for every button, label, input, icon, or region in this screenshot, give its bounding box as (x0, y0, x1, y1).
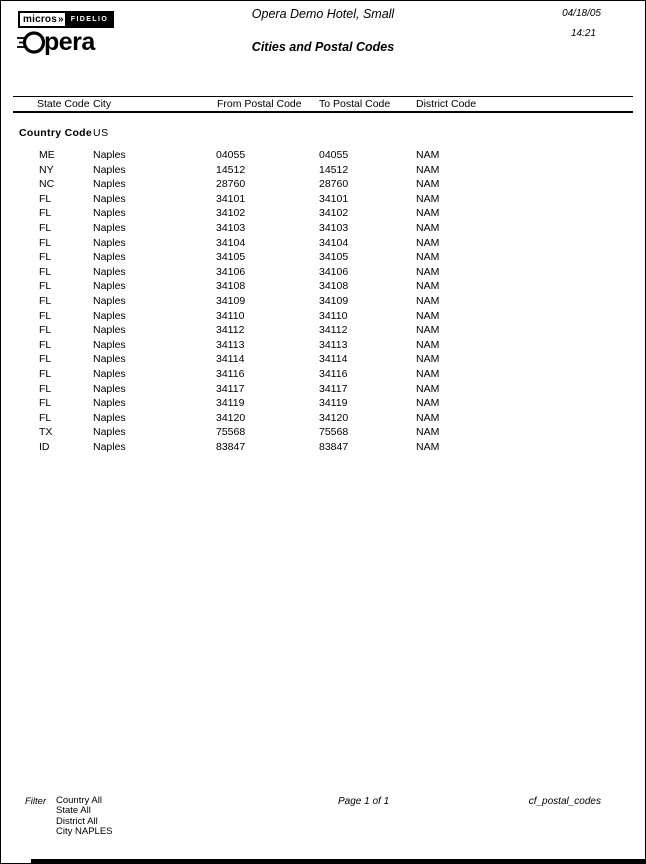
column-header-city: City (93, 98, 112, 110)
cell-district: NAM (416, 324, 440, 337)
header-rule-bottom (13, 111, 633, 113)
table-row (1, 236, 645, 251)
cell-from: 34101 (216, 192, 246, 205)
cell-district: NAM (416, 353, 440, 366)
cell-city: Naples (93, 294, 126, 307)
micros-wordmark: micros (23, 14, 57, 25)
cell-state: FL (39, 382, 52, 395)
cell-state: FL (39, 207, 52, 220)
cell-to: 34101 (319, 192, 349, 205)
cell-city: Naples (93, 338, 126, 351)
cell-district: NAM (416, 163, 440, 176)
cell-district: NAM (416, 207, 440, 220)
table-row (1, 279, 645, 294)
cell-city: Naples (93, 382, 126, 395)
cell-city: Naples (93, 280, 126, 293)
cell-city: Naples (93, 411, 126, 424)
cell-city: Naples (93, 324, 126, 337)
cell-city: Naples (93, 397, 126, 410)
cell-to: 34120 (319, 411, 349, 424)
table-row (1, 382, 645, 397)
cell-state: FL (39, 294, 52, 307)
cell-to: 34113 (319, 338, 348, 351)
filter-value: City NAPLES (56, 826, 113, 838)
cell-district: NAM (416, 309, 440, 322)
cell-state: FL (39, 265, 52, 278)
cell-from: 34120 (216, 411, 246, 424)
cell-city: Naples (93, 163, 126, 176)
cell-to: 75568 (319, 426, 349, 439)
cell-state: FL (39, 280, 52, 293)
column-header-to-postal-code: To Postal Code (319, 98, 391, 110)
cell-from: 34112 (216, 324, 245, 337)
table-row (1, 396, 645, 411)
cell-to: 34117 (319, 382, 348, 395)
cell-district: NAM (416, 149, 440, 161)
cell-from: 34103 (216, 221, 246, 234)
header-rule-top (13, 96, 633, 97)
table-row (1, 250, 645, 265)
filter-value: Country All (56, 795, 102, 806)
cell-district: NAM (416, 192, 440, 205)
report-file-name: cf_postal_codes (528, 796, 601, 807)
opera-logo-text: pera (44, 28, 95, 56)
cell-from: 04055 (216, 149, 246, 161)
cell-state: FL (39, 236, 52, 249)
table-row (1, 206, 645, 221)
cell-to: 34119 (319, 397, 348, 410)
cell-city: Naples (93, 265, 126, 278)
table-row (1, 425, 645, 440)
cell-from: 34108 (216, 280, 246, 293)
cell-from: 34119 (216, 397, 245, 410)
fidelio-logo-text: FIDELIO (67, 11, 114, 28)
table-row (1, 221, 645, 236)
table-row (1, 323, 645, 338)
cell-city: Naples (93, 149, 126, 161)
cell-state: FL (39, 338, 52, 351)
cell-district: NAM (416, 294, 440, 307)
table-column-headers (1, 98, 645, 110)
filter-label: Filter (25, 796, 47, 807)
cell-from: 34105 (216, 251, 246, 264)
table-row (1, 411, 645, 426)
report-title: Opera Demo Hotel, Small (251, 7, 395, 21)
chevron-right-icon: » (58, 14, 64, 25)
cell-state: FL (39, 309, 52, 322)
cell-city: Naples (93, 353, 126, 366)
cell-to: 34103 (319, 221, 349, 234)
cell-state: FL (39, 251, 52, 264)
cell-to: 34110 (319, 309, 348, 322)
cell-to: 34102 (319, 207, 349, 220)
cell-to: 34112 (319, 324, 348, 337)
cell-to: 34106 (319, 265, 349, 278)
filter-value: District All (56, 815, 98, 827)
cell-district: NAM (416, 338, 440, 351)
cell-from: 34102 (216, 207, 246, 220)
cell-district: NAM (416, 221, 440, 234)
cell-to: 83847 (319, 440, 349, 453)
table-row (1, 163, 645, 178)
cell-from: 34110 (216, 309, 245, 322)
cell-from: 28760 (216, 178, 246, 191)
table-row (1, 338, 645, 353)
cell-city: Naples (93, 221, 126, 234)
filter-value: State All (56, 805, 91, 817)
cell-city: Naples (93, 192, 126, 205)
table-row (1, 294, 645, 309)
cell-from: 34117 (216, 382, 245, 395)
cell-to: 34105 (319, 251, 349, 264)
cell-from: 34109 (216, 294, 246, 307)
cell-state: FL (39, 397, 52, 410)
cell-from: 34106 (216, 265, 246, 278)
cell-city: Naples (93, 207, 126, 220)
cell-district: NAM (416, 236, 440, 249)
cell-state: TX (39, 426, 53, 439)
cell-to: 34104 (319, 236, 349, 249)
cell-state: NC (39, 178, 55, 191)
bottom-edge-bar (31, 859, 645, 863)
cell-from: 14512 (216, 163, 246, 176)
column-header-state-code: State Code (37, 98, 90, 110)
report-subtitle: Cities and Postal Codes (251, 40, 395, 54)
cell-to: 34116 (319, 367, 348, 380)
cell-from: 34113 (216, 338, 245, 351)
table-rows (1, 148, 645, 454)
table-row (1, 367, 645, 382)
table-row (1, 309, 645, 324)
cell-city: Naples (93, 178, 126, 191)
cell-state: NY (39, 163, 54, 176)
cell-city: Naples (93, 309, 126, 322)
cell-to: 34109 (319, 294, 349, 307)
cell-state: FL (39, 192, 52, 205)
cell-from: 83847 (216, 440, 246, 453)
cell-from: 34114 (216, 353, 245, 366)
cell-state: FL (39, 324, 52, 337)
column-header-district-code: District Code (416, 98, 477, 110)
table-row (1, 192, 645, 207)
country-code-label: Country Code (19, 127, 93, 139)
column-header-from-postal-code: From Postal Code (217, 98, 302, 110)
cell-to: 04055 (319, 149, 349, 161)
cell-district: NAM (416, 411, 440, 424)
cell-district: NAM (416, 382, 440, 395)
cell-city: Naples (93, 440, 126, 453)
table-row (1, 440, 645, 455)
cell-city: Naples (93, 367, 126, 380)
table-row (1, 177, 645, 192)
country-code-value: US (93, 127, 109, 139)
cell-city: Naples (93, 236, 126, 249)
cell-to: 34114 (319, 353, 348, 366)
print-time: 14:21 (570, 28, 596, 39)
cell-from: 34104 (216, 236, 246, 249)
cell-district: NAM (416, 178, 440, 191)
cell-to: 28760 (319, 178, 349, 191)
cell-from: 34116 (216, 367, 245, 380)
cell-district: NAM (416, 426, 440, 439)
cell-district: NAM (416, 367, 440, 380)
print-date: 04/18/05 (562, 8, 601, 19)
cell-state: ME (39, 149, 55, 161)
cell-from: 75568 (216, 426, 246, 439)
filter-values (56, 796, 113, 838)
cell-to: 34108 (319, 280, 349, 293)
cell-state: FL (39, 367, 52, 380)
cell-city: Naples (93, 251, 126, 264)
cell-state: FL (39, 411, 52, 424)
cell-state: ID (39, 440, 50, 453)
cell-to: 14512 (319, 163, 349, 176)
cell-district: NAM (416, 440, 440, 453)
cell-district: NAM (416, 280, 440, 293)
cell-district: NAM (416, 265, 440, 278)
table-row (1, 352, 645, 367)
cell-city: Naples (93, 426, 126, 439)
cell-district: NAM (416, 397, 440, 410)
table-row (1, 148, 645, 163)
cell-state: FL (39, 353, 52, 366)
cell-state: FL (39, 221, 52, 234)
table-row (1, 265, 645, 280)
page-number: Page 1 of 1 (338, 796, 390, 807)
cell-district: NAM (416, 251, 440, 264)
